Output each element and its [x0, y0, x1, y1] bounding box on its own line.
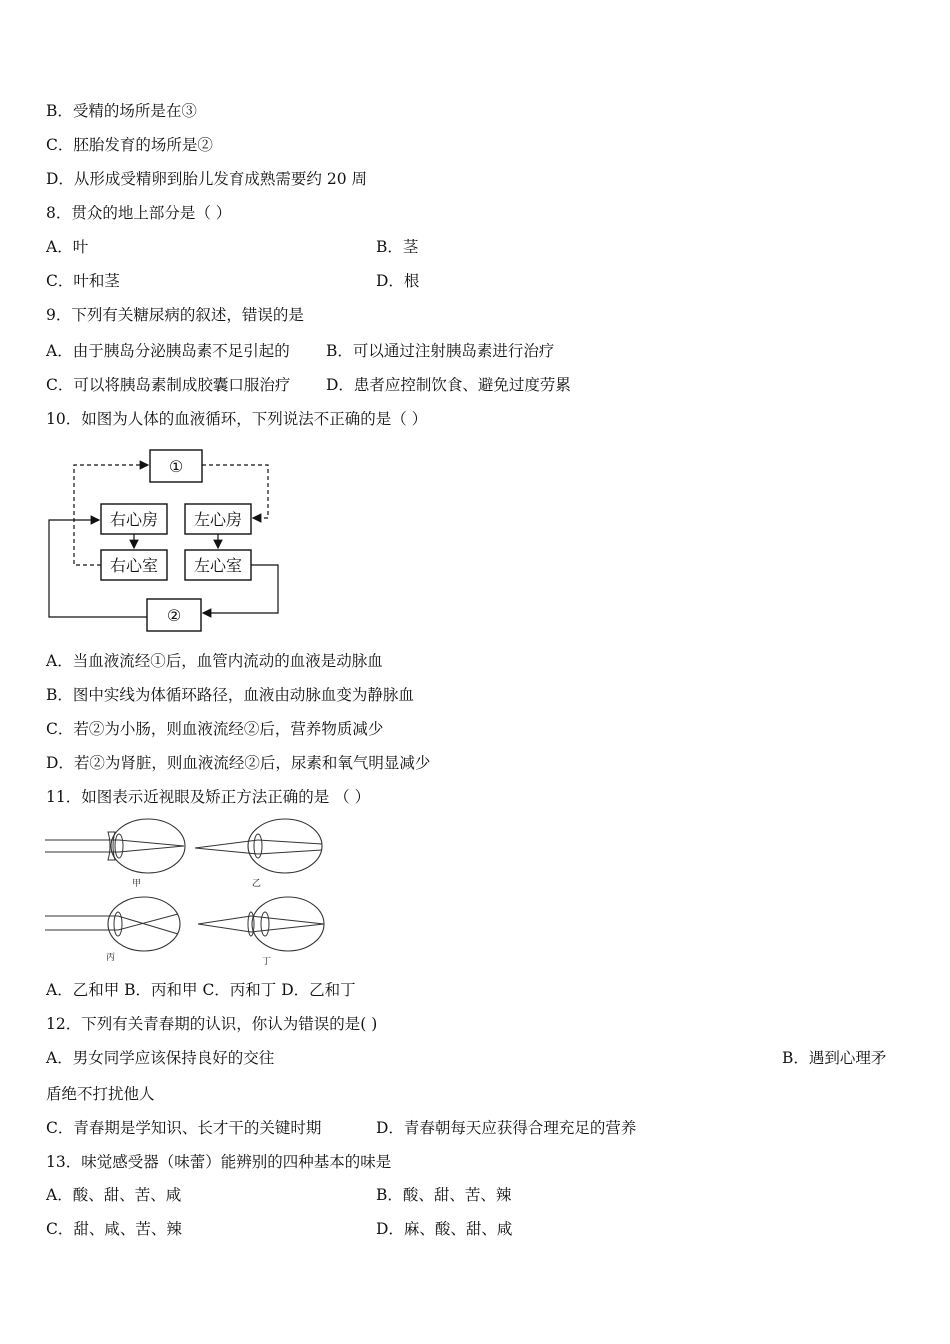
q9-option-b: B．可以通过注射胰岛素进行治疗	[326, 342, 555, 360]
q9-option-d: D．患者应控制饮食、避免过度劳累	[326, 376, 571, 394]
q12-stem: 12．下列有关青春期的认识，你认为错误的是( )	[46, 1015, 378, 1033]
caption-ding: 丁	[262, 957, 272, 967]
caption-jia: 甲	[132, 879, 142, 889]
q9-option-a: A．由于胰岛分泌胰岛素不足引起的	[46, 342, 290, 360]
q13-option-b: B．酸、甜、苦、辣	[376, 1186, 512, 1204]
right-atrium-label: 右心房	[109, 510, 159, 529]
right-ventricle-label: 右心室	[109, 556, 159, 575]
q12-option-d: D．青春朝每天应获得合理充足的营养	[376, 1119, 637, 1137]
q12-option-a: A．男女同学应该保持良好的交往	[46, 1049, 275, 1067]
q12-option-b-part1: B．遇到心理矛	[782, 1049, 887, 1067]
circulation-diagram	[0, 440, 300, 640]
organ-1-label: ①	[168, 457, 184, 476]
q13-stem: 13．味觉感受器（味蕾）能辨别的四种基本的味是	[46, 1153, 392, 1171]
q8-option-c: C．叶和茎	[46, 272, 120, 290]
eye-jia	[45, 819, 185, 889]
left-ventricle-label: 左心室	[193, 556, 243, 575]
q13-option-c: C．甜、咸、苦、辣	[46, 1220, 182, 1238]
q12-option-b-part2: 盾绝不打扰他人	[46, 1085, 155, 1103]
q8-option-a: A．叶	[46, 238, 89, 256]
q11-stem: 11．如图表示近视眼及矫正方法正确的是 （ ）	[46, 788, 371, 806]
q12-option-c: C．青春期是学知识、长才干的关键时期	[46, 1119, 322, 1137]
q10-option-d: D．若②为肾脏，则血液流经②后，尿素和氧气明显减少	[46, 754, 431, 772]
q13-option-d: D．麻、酸、甜、咸	[376, 1220, 513, 1238]
organ-2-label: ②	[166, 606, 182, 625]
convex-lens-icon	[248, 912, 254, 936]
q7-option-d: D．从形成受精卵到胎儿发育成熟需要约 20 周	[46, 170, 368, 188]
eye-yi	[195, 819, 322, 889]
q8-stem: 8．贯众的地上部分是（ ）	[46, 204, 232, 222]
q9-option-c: C．可以将胰岛素制成胶囊口服治疗	[46, 376, 291, 394]
q7-option-c: C．胚胎发育的场所是②	[46, 136, 213, 154]
caption-bing: 丙	[106, 953, 116, 963]
eye-ding	[198, 897, 324, 967]
q8-option-b: B．茎	[376, 238, 419, 256]
q10-option-b: B．图中实线为体循环路径，血液由动脉血变为静脉血	[46, 686, 414, 704]
q8-option-d: D．根	[376, 272, 420, 290]
q10-stem: 10．如图为人体的血液循环，下列说法不正确的是（ ）	[46, 410, 428, 428]
q11-options: A．乙和甲 B．丙和甲 C．丙和丁 D．乙和丁	[46, 981, 356, 999]
eye-diagrams	[40, 818, 340, 973]
caption-yi: 乙	[252, 879, 262, 889]
q7-option-b: B．受精的场所是在③	[46, 102, 197, 120]
q9-stem: 9．下列有关糖尿病的叙述，错误的是	[46, 306, 304, 324]
q13-option-a: A．酸、甜、苦、咸	[46, 1186, 182, 1204]
q10-option-c: C．若②为小肠，则血液流经②后，营养物质减少	[46, 720, 384, 738]
left-atrium-label: 左心房	[193, 510, 243, 529]
q10-option-a: A．当血液流经①后，血管内流动的血液是动脉血	[46, 652, 383, 670]
eye-bing	[45, 897, 180, 963]
